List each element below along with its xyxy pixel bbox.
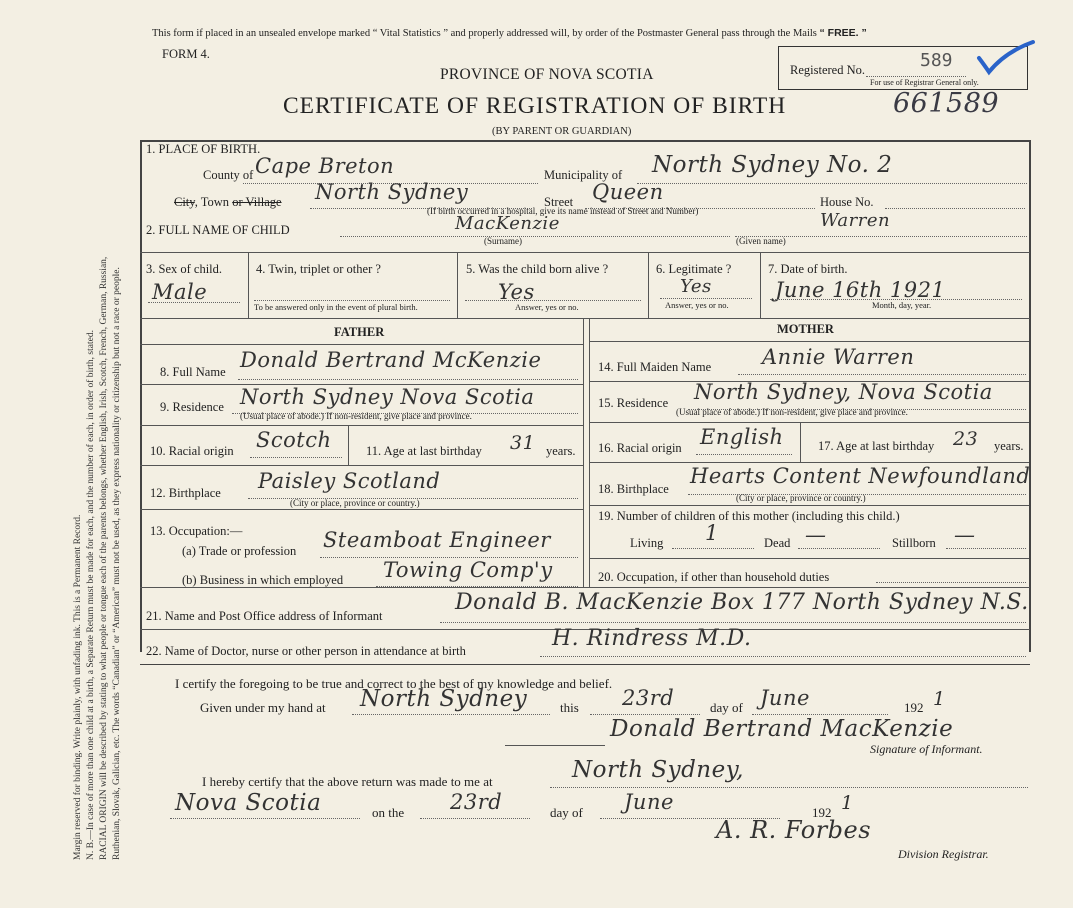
registrar-day-value: 23rd xyxy=(450,790,503,814)
mother-row-line-5 xyxy=(589,558,1029,559)
sex-label: 3. Sex of child. xyxy=(146,262,223,276)
registration-value: 589 xyxy=(920,50,953,71)
surname-caption: (Surname) xyxy=(484,236,522,246)
registrar-place-line xyxy=(550,787,1028,788)
father-residence-label: 9. Residence xyxy=(160,400,224,414)
mother-stillborn-line xyxy=(946,548,1026,549)
place-of-birth-heading: 1. PLACE OF BIRTH. xyxy=(146,142,261,156)
municipality-line xyxy=(637,183,1027,184)
mother-name-line xyxy=(738,374,1026,375)
certify-year-value: 1 xyxy=(933,688,946,710)
alive-value: Yes xyxy=(498,280,535,304)
city-town-village-label xyxy=(174,195,282,210)
mother-row-line-4 xyxy=(589,505,1029,506)
child-given-value: Warren xyxy=(820,210,891,231)
postal-notice-text: This form if placed in an unsealed envelope marked “ Vital Statistics ” and properly addressed will, by order of the Postmaster General pass through the Mails xyxy=(152,28,817,39)
parents-divider-left xyxy=(583,318,584,587)
mother-name-value: Annie Warren xyxy=(762,345,915,369)
mother-birthplace-note: (City or place, province or country.) xyxy=(736,493,866,503)
twin-note: To be answered only in the event of plural birth. xyxy=(254,302,418,312)
mother-age-value: 23 xyxy=(953,428,979,450)
mother-dead-label: Dead xyxy=(764,536,791,550)
sex-line xyxy=(148,302,240,303)
mother-birthplace-label: 18. Birthplace xyxy=(598,482,669,496)
certify-place-value: North Sydney xyxy=(360,686,528,712)
informant-line xyxy=(440,622,1026,623)
father-name-value: Donald Bertrand McKenzie xyxy=(240,348,542,372)
page-title: CERTIFICATE OF REGISTRATION OF BIRTH xyxy=(283,93,787,119)
mother-occupation-label: 20. Occupation, if other than household duties xyxy=(598,570,830,584)
registrar-year-prefix: 192 xyxy=(812,805,832,820)
father-birthplace-label: 12. Birthplace xyxy=(150,486,221,500)
county-label: County of xyxy=(203,168,254,182)
city-label: City xyxy=(174,195,195,209)
subtitle: (BY PARENT OR GUARDIAN) xyxy=(492,126,632,137)
municipality-value: North Sydney No. 2 xyxy=(652,152,893,178)
registrar-day-line xyxy=(420,818,530,819)
margin-line-3: RACIAL ORIGIN will be described by stating to what people or tongue each of the parents belongs, whether English, Irish, Scotch, French, German, Russian, xyxy=(99,256,109,860)
mother-residence-label: 15. Residence xyxy=(598,396,669,410)
father-trade-value: Steamboat Engineer xyxy=(323,528,551,552)
certify-dayof-label: day of xyxy=(710,700,743,715)
row3-bottom-line xyxy=(140,318,1030,319)
registrar-place-value-2: Nova Scotia xyxy=(175,790,322,816)
mother-racial-label: 16. Racial origin xyxy=(598,441,682,455)
registration-note: For use of Registrar General only. xyxy=(870,78,979,87)
registrar-month-value: June xyxy=(624,790,674,814)
alive-label: 5. Was the child born alive ? xyxy=(466,262,609,276)
certify-statement: I certify the foregoing to be true and correct to the best of my knowledge and belief. xyxy=(175,676,613,691)
father-birthplace-note: (City or place, province or country.) xyxy=(290,498,420,508)
parents-divider-right xyxy=(589,318,590,587)
mother-racial-value: English xyxy=(700,425,784,449)
check-mark-icon xyxy=(975,38,1037,78)
certify-given-label: Given under my hand at xyxy=(200,700,326,715)
mother-residence-value: North Sydney, Nova Scotia xyxy=(694,380,993,404)
province-heading: PROVINCE OF NOVA SCOTIA xyxy=(440,66,654,83)
informant-top-line xyxy=(140,587,1030,588)
registrar-signature: A. R. Forbes xyxy=(716,816,872,844)
father-business-value: Towing Comp'y xyxy=(383,558,553,582)
title-handwritten-number: 661589 xyxy=(893,88,1000,119)
father-racial-value: Scotch xyxy=(256,428,332,452)
form-number: FORM 4. xyxy=(162,47,210,61)
mother-living-value: 1 xyxy=(705,521,719,545)
certify-month-line xyxy=(752,714,888,715)
mother-residence-note: (Usual place of abode.) If non-resident, give place and province. xyxy=(676,407,908,417)
registrar-year-value: 1 xyxy=(841,792,854,814)
house-line xyxy=(885,208,1025,209)
mother-age-label: 17. Age at last birthday xyxy=(818,439,935,453)
legitimate-note: Answer, yes or no. xyxy=(665,300,729,310)
legitimate-label: 6. Legitimate ? xyxy=(656,262,732,276)
postal-notice-free: “ FREE. ” xyxy=(819,27,867,39)
father-residence-value: North Sydney Nova Scotia xyxy=(240,385,535,409)
certify-day-value: 23rd xyxy=(622,686,675,710)
certify-month-value: June xyxy=(760,686,810,710)
house-number-label: House No. xyxy=(820,195,874,209)
mother-dead-line xyxy=(798,548,880,549)
margin-line-1: Margin reserved for binding. Write plainly, with unfading ink. This is a Permanent Record. xyxy=(73,514,83,860)
informant-value: Donald B. MacKenzie Box 177 North Sydney N.S. xyxy=(455,590,1029,615)
father-row-line-3 xyxy=(140,465,583,466)
mother-racial-divider xyxy=(800,422,801,462)
date-of-birth-value: June 16th 1921 xyxy=(775,278,946,302)
registration-line xyxy=(866,76,966,77)
frame-right xyxy=(1029,140,1031,652)
date-note: Month, day, year. xyxy=(872,300,932,310)
father-trade-label: (a) Trade or profession xyxy=(182,544,297,558)
town-label: , Town xyxy=(194,195,230,209)
margin-instructions xyxy=(72,20,124,860)
signature-left-rule xyxy=(505,745,605,746)
row3-divider-2 xyxy=(457,252,458,318)
frame-left xyxy=(140,140,142,652)
father-name-line xyxy=(238,379,578,380)
county-value: Cape Breton xyxy=(255,154,395,178)
row3-top-line xyxy=(140,252,1030,253)
registrar-place-value: North Sydney, xyxy=(572,757,744,783)
child-name-label: 2. FULL NAME OF CHILD xyxy=(146,223,290,237)
mother-heading-line xyxy=(589,341,1029,342)
father-row-line-2 xyxy=(140,425,583,426)
postal-notice xyxy=(152,27,867,39)
informant-signature: Donald Bertrand MacKenzie xyxy=(610,716,954,742)
informant-label: 21. Name and Post Office address of Informant xyxy=(146,609,383,623)
mother-stillborn-label: Stillborn xyxy=(892,536,936,550)
father-name-label: 8. Full Name xyxy=(160,365,226,379)
given-caption: (Given name) xyxy=(736,236,786,246)
registrar-caption: Division Registrar. xyxy=(898,847,989,861)
father-row-line-4 xyxy=(140,509,583,510)
registration-label: Registered No. xyxy=(790,63,865,77)
mother-age-unit: years. xyxy=(994,439,1024,453)
certify-day-line xyxy=(590,714,700,715)
alive-line xyxy=(465,300,641,301)
father-business-label: (b) Business in which employed xyxy=(182,573,344,587)
father-racial-line xyxy=(250,457,342,458)
father-age-unit: years. xyxy=(546,444,576,458)
father-racial-divider xyxy=(348,425,349,465)
doctor-line xyxy=(540,656,1026,657)
mother-name-label: 14. Full Maiden Name xyxy=(598,360,712,374)
mother-living-line xyxy=(672,548,754,549)
hospital-note: (If birth occurred in a hospital, give its name instead of Street and Number) xyxy=(427,206,699,216)
certify-year-prefix: 192 xyxy=(904,700,924,715)
informant-signature-caption: Signature of Informant. xyxy=(870,742,983,756)
certify-place-line xyxy=(352,714,550,715)
date-of-birth-label: 7. Date of birth. xyxy=(768,262,848,276)
section-bottom-line xyxy=(140,664,1030,665)
father-occupation-label: 13. Occupation:— xyxy=(150,524,243,538)
alive-note: Answer, yes or no. xyxy=(515,302,579,312)
village-label: or Village xyxy=(232,195,282,209)
mother-children-label: 19. Number of children of this mother (including this child.) xyxy=(598,509,900,523)
row3-divider-4 xyxy=(760,252,761,318)
row3-divider-1 xyxy=(248,252,249,318)
registrar-dayof-label: day of xyxy=(550,805,583,820)
legitimate-line xyxy=(660,298,752,299)
twin-line xyxy=(254,300,450,301)
mother-row-line-2 xyxy=(589,422,1029,423)
doctor-value: H. Rindress M.D. xyxy=(552,626,752,651)
mother-living-label: Living xyxy=(630,536,664,550)
certify-this-label: this xyxy=(560,700,579,715)
father-age-value: 31 xyxy=(510,432,536,454)
mother-stillborn-value: — xyxy=(954,523,976,547)
registrar-on-the-label: on the xyxy=(372,805,405,820)
registrar-statement: I hereby certify that the above return was made to me at xyxy=(202,774,493,789)
margin-line-4: Ruthenian, Slovak, Galician, etc. The words “Canadian” or “American” must not be used, as they express nationality or citizenship but not a race or people. xyxy=(112,267,122,860)
mother-heading: MOTHER xyxy=(777,322,834,336)
row3-divider-3 xyxy=(648,252,649,318)
father-heading-line xyxy=(140,344,583,345)
legitimate-value: Yes xyxy=(680,276,712,297)
street-label: Street xyxy=(544,195,574,209)
mother-birthplace-value: Hearts Content Newfoundland xyxy=(690,464,1031,488)
margin-line-2: N. B.—In case of more than one child at a birth, a Separate Return must be made for each, and the number of each, in order of birth, stated. xyxy=(86,330,96,860)
doctor-label: 22. Name of Doctor, nurse or other person in attendance at birth xyxy=(146,644,466,658)
mother-dead-value: — xyxy=(805,523,827,547)
sex-value: Male xyxy=(152,280,208,304)
twin-label: 4. Twin, triplet or other ? xyxy=(256,262,381,276)
father-heading: FATHER xyxy=(334,325,385,339)
municipality-label: Municipality of xyxy=(544,168,623,182)
surname-line xyxy=(340,236,730,237)
street-value: Queen xyxy=(592,180,664,204)
father-birthplace-value: Paisley Scotland xyxy=(258,469,441,493)
mother-row-line-3 xyxy=(589,462,1029,463)
registrar-place2-line xyxy=(170,818,360,819)
frame-top xyxy=(140,140,1030,142)
child-surname-value: MacKenzie xyxy=(455,213,560,234)
father-racial-label: 10. Racial origin xyxy=(150,444,234,458)
mother-racial-line xyxy=(696,454,792,455)
town-value: North Sydney xyxy=(315,180,469,204)
mother-occupation-line xyxy=(876,582,1026,583)
father-residence-note: (Usual place of abode.) If non-resident, give place and province. xyxy=(240,411,472,421)
father-age-label: 11. Age at last birthday xyxy=(366,444,482,458)
